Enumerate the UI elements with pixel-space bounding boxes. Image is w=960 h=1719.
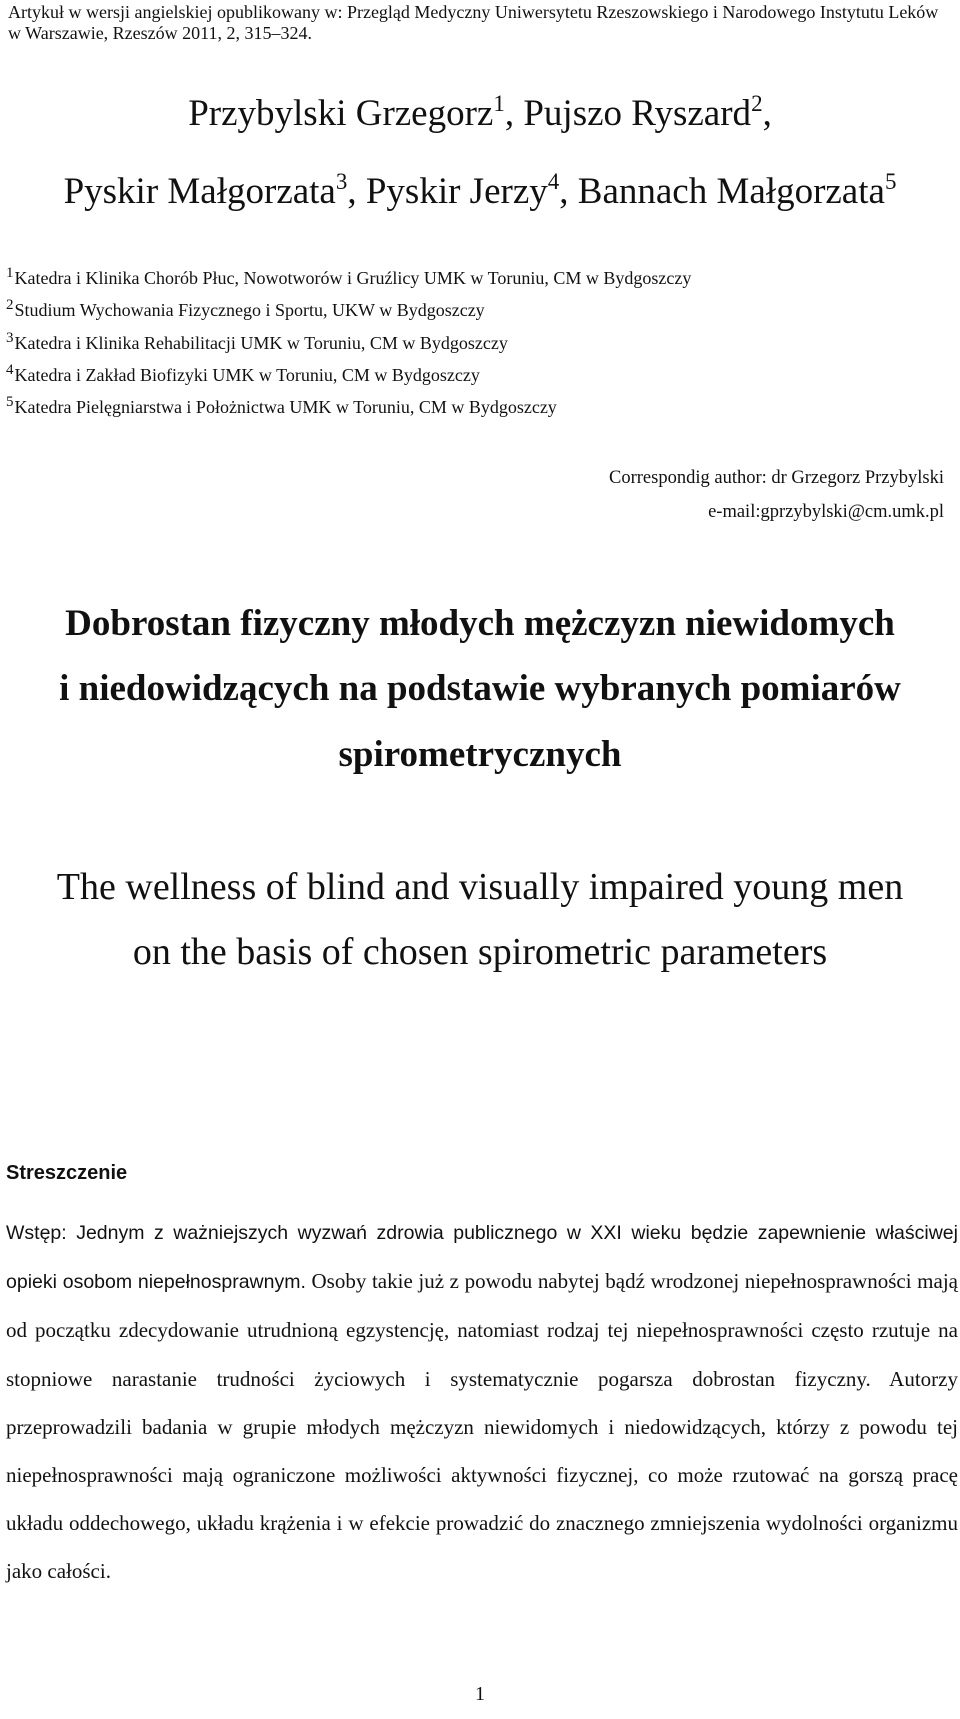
abstract-text: Osoby takie już z powodu nabytej bądź wrodzonej niepełnosprawności mają od początku zdecydowanie utrudnioną egzystencję, natomiast rodzaj tej niepełnosprawności często rzutuje na stopniowe narastanie trudności życiowych i systematycznie pogarsza dobrostan fizyczny. Autorzy przeprowadzili badania w grupie młodych mężczyzn niewidomych i niedowidzących, którzy z powodu tej niepełnosprawności mają ograniczone możliwości aktywności fizycznej, co może rzutować na gorszą pracę układu oddechowego, układu krążenia i w efekcie prowadzić do znacznego zmniejszenia wydolności organizmu jako całości.: [6, 1269, 958, 1584]
affiliation-text: Katedra i Zakład Biofizyki UMK w Toruniu, CM w Bydgoszczy: [14, 365, 480, 385]
author-affil-number: 4: [547, 169, 560, 194]
authors-line-1: [0, 92, 960, 135]
author-name: Pyskir Jerzy: [365, 171, 548, 212]
page-number: 1: [475, 1683, 485, 1705]
author-affil-number: 5: [884, 169, 897, 194]
author-name: Pujszo Ryszard: [523, 93, 752, 134]
author-separator: ,: [559, 171, 578, 212]
author-affil-number: 1: [493, 91, 505, 116]
title-polish-line: spirometrycznych: [338, 734, 622, 775]
title-polish-line: i niedowidzących na podstawie wybranych pomiarów: [59, 668, 901, 709]
affiliation-number: 2: [6, 297, 14, 313]
affiliation: [6, 394, 557, 418]
affiliation: [6, 330, 508, 354]
affiliation-text: Katedra Pielęgniarstwa i Położnictwa UMK w Toruniu, CM w Bydgoszczy: [14, 397, 557, 417]
affiliation-number: 4: [6, 362, 14, 378]
author-name: Pyskir Małgorzata: [63, 171, 336, 212]
affiliation-number: 1: [6, 265, 14, 281]
affiliation-text: Katedra i Klinika Chorób Płuc, Nowotworów i Gruźlicy UMK w Toruniu, CM w Bydgoszczy: [14, 268, 692, 288]
author-separator: ,: [762, 93, 772, 134]
title-english-line: on the basis of chosen spirometric parameters: [132, 931, 828, 973]
affiliation-number: 5: [6, 394, 14, 410]
affiliation-number: 3: [6, 330, 14, 346]
affiliation: [6, 297, 485, 321]
author-name: Bannach Małgorzata: [577, 171, 885, 212]
abstract-intro: Wstęp: Jednym z ważniejszych wyzwań zdrowia publicznego w XXI wieku będzie zapewnienie właściwej opieki osobom niepełnosprawnym.: [6, 1222, 958, 1294]
author-separator: ,: [504, 93, 524, 134]
title-polish-line: Dobrostan fizyczny młodych mężczyzn niewidomych: [65, 603, 895, 644]
author-affil-number: 2: [751, 91, 763, 116]
abstract-heading: Streszczenie: [6, 1162, 128, 1184]
title-english-line: The wellness of blind and visually impaired young men: [56, 866, 904, 908]
corresponding-author: Correspondig author: dr Grzegorz Przybylski: [609, 468, 944, 488]
corresponding-email[interactable]: e-mail:gprzybylski@cm.umk.pl: [708, 502, 944, 522]
abstract-body: [6, 1208, 958, 1596]
affiliation-text: Studium Wychowania Fizycznego i Sportu, UKW w Bydgoszczy: [14, 300, 485, 320]
author-separator: ,: [347, 171, 366, 212]
publication-note: Artykuł w wersji angielskiej opublikowany w: Przegląd Medyczny Uniwersytetu Rzeszowskiego i Narodowego Instytutu Leków w Warszawie, Rzeszów 2011, 2, 315–324.: [8, 2, 939, 43]
author-affil-number: 3: [335, 169, 348, 194]
authors-line-2: [0, 170, 960, 213]
affiliation: [6, 362, 480, 386]
affiliation: [6, 265, 692, 289]
affiliation-text: Katedra i Klinika Rehabilitacji UMK w Toruniu, CM w Bydgoszczy: [14, 333, 508, 353]
author-name: Przybylski Grzegorz: [188, 93, 494, 134]
